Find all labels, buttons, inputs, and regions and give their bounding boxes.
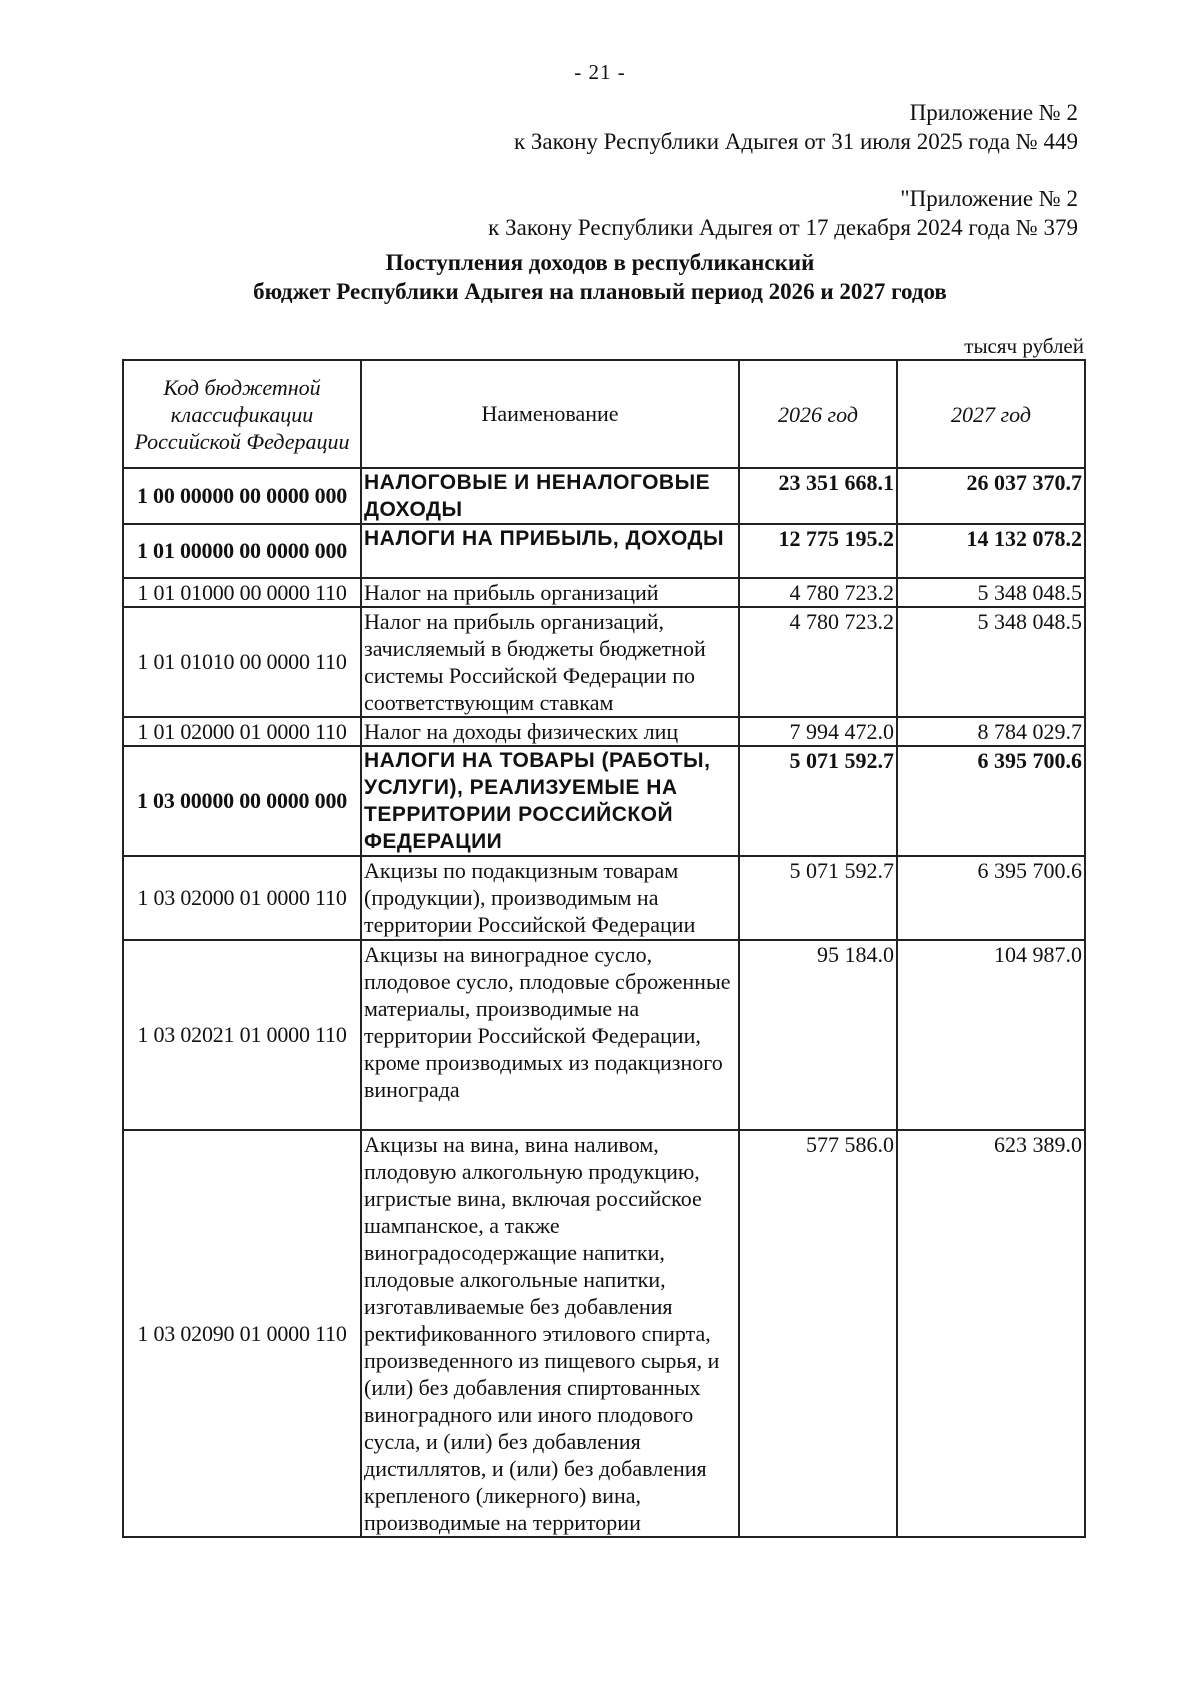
row-name: НАЛОГОВЫЕ И НЕНАЛОГОВЫЕ ДОХОДЫ	[361, 468, 739, 524]
row-name: Налог на прибыль организаций, зачисляемый в бюджеты бюджетной системы Российской Федерации по соответствующим ставкам	[361, 607, 739, 717]
row-code: 1 01 01010 00 0000 110	[123, 607, 361, 717]
row-code: 1 03 02000 01 0000 110	[123, 856, 361, 940]
table-row	[123, 1130, 1085, 1537]
row-value-2026: 5 071 592.7	[739, 856, 897, 940]
appendix-reference-original	[488, 184, 1078, 242]
row-value-2027: 5 348 048.5	[897, 607, 1085, 717]
table-row	[123, 717, 1085, 746]
header-name: Наименование	[361, 360, 739, 468]
row-value-2026: 7 994 472.0	[739, 717, 897, 746]
units-label: тысяч рублей	[964, 334, 1084, 358]
row-value-2026: 4 780 723.2	[739, 607, 897, 717]
revenue-table	[122, 359, 1086, 1538]
row-value-2027: 623 389.0	[897, 1130, 1085, 1537]
table-row	[123, 856, 1085, 940]
row-value-2027: 8 784 029.7	[897, 717, 1085, 746]
appendix-original-line2: к Закону Республики Адыгея от 17 декабря 2024 года № 379	[488, 215, 1078, 240]
header-2027: 2027 год	[897, 360, 1085, 468]
table-row	[123, 746, 1085, 856]
appendix-original-line1: "Приложение № 2	[900, 186, 1078, 211]
row-code: 1 01 02000 01 0000 110	[123, 717, 361, 746]
row-value-2026: 4 780 723.2	[739, 578, 897, 607]
row-code: 1 03 00000 00 0000 000	[123, 746, 361, 856]
row-code: 1 01 01000 00 0000 110	[123, 578, 361, 607]
row-value-2027: 26 037 370.7	[897, 468, 1085, 524]
row-name: НАЛОГИ НА ТОВАРЫ (РАБОТЫ, УСЛУГИ), РЕАЛИЗУЕМЫЕ НА ТЕРРИТОРИИ РОССИЙСКОЙ ФЕДЕРАЦИИ	[361, 746, 739, 856]
row-code: 1 03 02021 01 0000 110	[123, 940, 361, 1130]
row-code: 1 03 02090 01 0000 110	[123, 1130, 361, 1537]
header-code: Код бюджетной классификации Российской Федерации	[123, 360, 361, 468]
row-code: 1 00 00000 00 0000 000	[123, 468, 361, 524]
row-value-2027: 14 132 078.2	[897, 524, 1085, 578]
row-value-2027: 5 348 048.5	[897, 578, 1085, 607]
row-code: 1 01 00000 00 0000 000	[123, 524, 361, 578]
table-header-row	[123, 360, 1085, 468]
table-row	[123, 607, 1085, 717]
row-name: Акцизы по подакцизным товарам (продукции), производимым на территории Российской Федерации	[361, 856, 739, 940]
row-value-2027: 6 395 700.6	[897, 856, 1085, 940]
table-row	[123, 578, 1085, 607]
row-name: НАЛОГИ НА ПРИБЫЛЬ, ДОХОДЫ	[361, 524, 739, 578]
appendix-current-line2: к Закону Республики Адыгея от 31 июля 2025 года № 449	[513, 129, 1078, 154]
page-number: - 21 -	[574, 60, 626, 84]
row-name: Налог на прибыль организаций	[361, 578, 739, 607]
row-value-2026: 577 586.0	[739, 1130, 897, 1537]
table-row	[123, 940, 1085, 1130]
appendix-current-line1: Приложение № 2	[909, 100, 1078, 125]
appendix-reference-current	[514, 98, 1078, 156]
row-name: Акцизы на вина, вина наливом, плодовую алкогольную продукцию, игристые вина, включая российское шампанское, а также виноградосодержащие напитки, плодовые алкогольные напитки, изготавливаемые без добавления ректификованного этилового спирта, произведенного из пищевого сырья, и (или) без добавления спиртованных виноградного или иного плодового сусла, и (или) без добавления дистиллятов, и (или) без добавления крепленого (ликерного) вина, производимые на территории	[361, 1130, 739, 1537]
row-value-2026: 95 184.0	[739, 940, 897, 1130]
header-2026: 2026 год	[739, 360, 897, 468]
row-name: Акцизы на виноградное сусло, плодовое сусло, плодовые сброженные материалы, производимые на территории Российской Федерации, кроме производимых из подакцизного винограда	[361, 940, 739, 1130]
row-value-2027: 6 395 700.6	[897, 746, 1085, 856]
document-title	[0, 248, 1200, 306]
table-row	[123, 468, 1085, 524]
table-row	[123, 524, 1085, 578]
document-title-line1: Поступления доходов в республиканский	[385, 250, 815, 275]
row-value-2026: 5 071 592.7	[739, 746, 897, 856]
row-value-2026: 23 351 668.1	[739, 468, 897, 524]
row-name: Налог на доходы физических лиц	[361, 717, 739, 746]
row-value-2026: 12 775 195.2	[739, 524, 897, 578]
row-value-2027: 104 987.0	[897, 940, 1085, 1130]
document-title-line2: бюджет Республики Адыгея на плановый период 2026 и 2027 годов	[253, 279, 947, 304]
